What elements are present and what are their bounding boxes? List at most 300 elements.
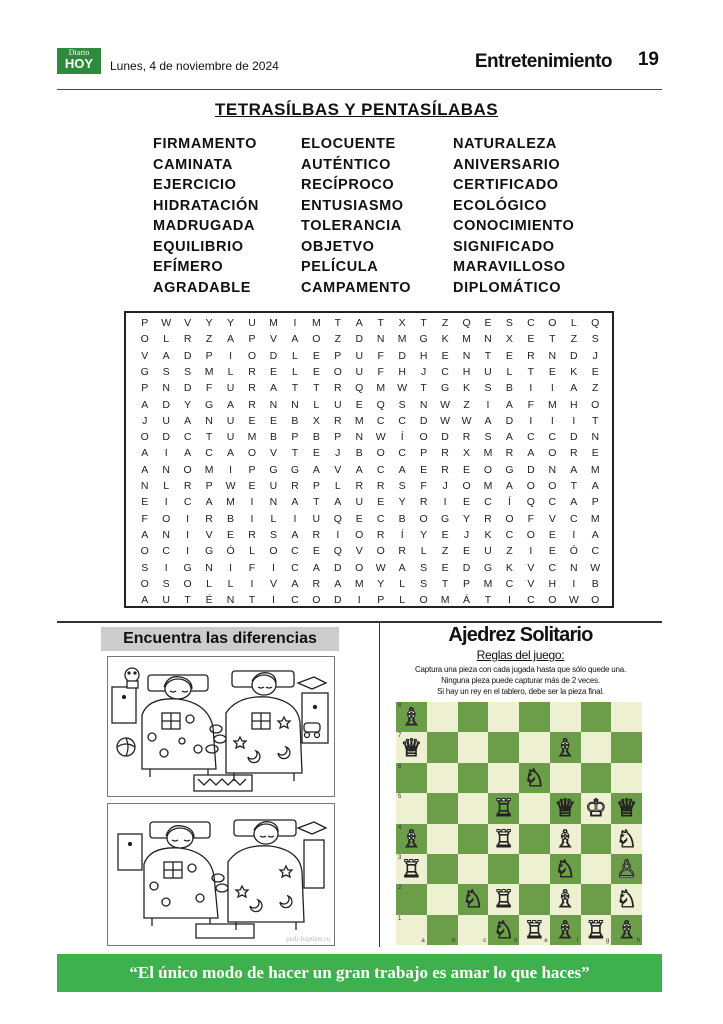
grid-letter: A <box>398 463 406 476</box>
grid-letter: S <box>484 431 492 444</box>
square-f7[interactable] <box>550 732 581 762</box>
grid-letter: V <box>269 577 277 590</box>
rook-icon[interactable]: ♖ <box>492 824 515 853</box>
rules-text <box>383 664 658 697</box>
grid-letter: E <box>441 349 449 362</box>
grid-letter: V <box>527 561 535 574</box>
logo-big-text: HOY <box>64 56 94 71</box>
grid-letter: A <box>505 398 513 411</box>
grid-letter: H <box>419 349 428 362</box>
grid-letter: C <box>527 431 535 444</box>
grid-letter: S <box>398 480 406 492</box>
grid-letter: V <box>269 447 277 460</box>
grid-letter: E <box>312 365 320 378</box>
king-icon[interactable]: ♔ <box>585 794 607 823</box>
grid-letter: L <box>334 480 341 492</box>
file-label: d <box>513 938 517 944</box>
grid-letter: G <box>205 545 214 558</box>
grid-letter: N <box>205 561 213 574</box>
square-b7[interactable] <box>427 732 458 762</box>
grid-letter: A <box>591 480 599 492</box>
grid-letter: Y <box>398 496 406 509</box>
grid-letter: E <box>227 528 235 541</box>
grid-letter: L <box>227 577 234 590</box>
grid-letter: H <box>398 365 406 378</box>
bishop-icon[interactable]: ♗ <box>400 703 423 732</box>
square-a7[interactable] <box>396 732 427 762</box>
grid-letter: A <box>334 496 342 509</box>
grid-letter: C <box>505 528 514 541</box>
grid-letter: O <box>419 512 428 525</box>
grid-row <box>134 511 606 527</box>
page-number: 19 <box>637 49 659 70</box>
square-h4[interactable] <box>611 824 642 854</box>
square-e7[interactable] <box>519 732 550 762</box>
rook-icon[interactable]: ♖ <box>492 885 515 914</box>
square-h5[interactable] <box>611 793 642 823</box>
grid-letter: Q <box>526 496 535 509</box>
grid-letter: W <box>225 480 236 492</box>
grid-letter: Í <box>400 431 404 444</box>
square-f5[interactable] <box>550 793 581 823</box>
grid-letter: W <box>461 414 472 427</box>
grid-letter: A <box>205 496 213 509</box>
square-c2[interactable] <box>458 884 489 914</box>
grid-letter: V <box>269 333 277 346</box>
queen-icon[interactable]: ♕ <box>615 794 638 823</box>
grid-letter: V <box>334 463 342 476</box>
image-credit: pedi-baptiste.ru <box>286 935 330 943</box>
grid-letter: J <box>592 349 598 362</box>
file-label: h <box>636 938 640 944</box>
grid-letter: R <box>441 447 449 460</box>
rule-line: Captura una pieza con cada jugada hasta que sólo quede una. <box>414 665 627 674</box>
bishop-icon[interactable]: ♗ <box>554 733 576 762</box>
grid-letter: T <box>377 317 384 329</box>
grid-letter: A <box>291 496 299 509</box>
grid-letter: C <box>548 496 557 509</box>
grid-letter: P <box>291 431 299 444</box>
grid-letter: I <box>572 577 576 590</box>
grid-row <box>134 560 606 576</box>
rook-icon[interactable]: ♖ <box>585 915 607 944</box>
grid-letter: O <box>140 545 149 558</box>
grid-letter: A <box>141 447 149 460</box>
grid-letter: N <box>376 333 385 346</box>
square-a5[interactable] <box>396 793 427 823</box>
square-f3[interactable] <box>550 854 581 884</box>
square-f6[interactable] <box>550 763 581 793</box>
grid-letter: X <box>312 414 320 427</box>
square-g6[interactable] <box>581 763 612 793</box>
grid-row <box>134 494 606 510</box>
grid-letter: A <box>484 414 492 427</box>
grid-letter: E <box>548 545 556 558</box>
grid-letter: N <box>548 463 557 476</box>
square-f4[interactable] <box>550 824 581 854</box>
rook-icon[interactable]: ♖ <box>492 794 515 823</box>
grid-letter: E <box>269 365 277 378</box>
square-c4[interactable] <box>458 824 489 854</box>
grid-letter: Z <box>205 333 213 346</box>
grid-letter: J <box>335 447 341 460</box>
knight-icon[interactable]: ♘ <box>615 885 638 914</box>
word-item: CAMINATA <box>153 156 233 173</box>
pawn-icon[interactable]: ♙ <box>615 855 638 884</box>
word-item: ELOCUENTE <box>301 136 396 152</box>
square-e1[interactable] <box>519 915 550 945</box>
grid-letter: M <box>590 512 600 525</box>
square-g1[interactable] <box>581 915 612 945</box>
grid-letter: N <box>291 398 299 411</box>
section-divider <box>57 621 662 623</box>
square-a4[interactable] <box>396 824 427 854</box>
grid-letter: C <box>183 431 192 444</box>
square-d2[interactable] <box>488 884 519 914</box>
grid-letter: P <box>377 594 385 607</box>
grid-letter: O <box>269 545 278 558</box>
bishop-icon[interactable]: ♗ <box>554 915 576 944</box>
square-g4[interactable] <box>581 824 612 854</box>
grid-letter: R <box>355 480 364 492</box>
grid-letter: R <box>376 528 385 541</box>
grid-letter: I <box>572 528 576 541</box>
grid-letter: L <box>399 594 406 607</box>
grid-letter: W <box>440 414 451 427</box>
grid-letter: E <box>377 496 385 509</box>
grid-row <box>134 348 606 364</box>
grid-letter: A <box>505 480 513 492</box>
square-f8[interactable] <box>550 702 581 732</box>
grid-letter: S <box>162 365 170 378</box>
grid-letter: C <box>291 594 299 607</box>
square-f2[interactable] <box>550 884 581 914</box>
square-h8[interactable] <box>611 702 642 732</box>
bishop-icon[interactable]: ♗ <box>554 885 576 914</box>
grid-letter: C <box>183 496 192 509</box>
grid-letter: A <box>312 561 320 574</box>
grid-letter: Z <box>441 317 449 329</box>
rank-label: 7 <box>398 733 402 740</box>
grid-letter: R <box>569 447 578 460</box>
grid-letter: I <box>550 382 554 395</box>
rook-icon[interactable]: ♖ <box>523 915 546 944</box>
grid-letter: C <box>548 561 557 574</box>
square-c8[interactable] <box>458 702 489 732</box>
grid-letter: R <box>312 528 321 541</box>
grid-letter: R <box>183 333 192 346</box>
knight-icon[interactable]: ♘ <box>492 915 515 944</box>
grid-letter: D <box>334 561 342 574</box>
grid-letter: O <box>162 512 171 525</box>
grid-letter: M <box>483 577 493 590</box>
rule-line: Ninguna pieza puede capturar más de 2 veces. <box>441 676 600 685</box>
square-e8[interactable] <box>519 702 550 732</box>
grid-letter: N <box>162 528 170 541</box>
square-g2[interactable] <box>581 884 612 914</box>
grid-row <box>134 364 606 380</box>
grid-letter: R <box>205 512 213 525</box>
grid-letter: L <box>506 365 513 378</box>
square-c5[interactable] <box>458 793 489 823</box>
grid-letter: W <box>440 398 451 411</box>
bishop-icon[interactable]: ♗ <box>554 824 576 853</box>
grid-letter: T <box>334 317 342 329</box>
file-label: e <box>544 938 548 944</box>
grid-letter: O <box>419 431 428 444</box>
square-d6[interactable] <box>488 763 519 793</box>
square-b5[interactable] <box>427 793 458 823</box>
grid-letter: F <box>377 365 384 378</box>
bishop-icon[interactable]: ♗ <box>400 824 423 853</box>
grid-letter: W <box>375 431 386 444</box>
grid-letter: S <box>398 398 406 411</box>
grid-letter: O <box>333 365 342 378</box>
square-c1[interactable] <box>458 915 489 945</box>
square-d3[interactable] <box>488 854 519 884</box>
grid-letter: O <box>312 594 321 607</box>
grid-letter: A <box>591 528 599 541</box>
grid-letter: T <box>441 577 449 590</box>
grid-letter: B <box>355 447 363 460</box>
grid-letter: I <box>271 561 275 574</box>
grid-letter: C <box>376 512 385 525</box>
grid-letter: O <box>462 480 471 492</box>
grid-letter: O <box>483 463 493 476</box>
grid-row <box>134 576 606 592</box>
grid-letter: I <box>529 545 533 558</box>
grid-letter: A <box>570 496 578 509</box>
grid-letter: E <box>548 528 556 541</box>
grid-letter: A <box>527 447 535 460</box>
grid-letter: O <box>419 594 428 607</box>
square-e4[interactable] <box>519 824 550 854</box>
square-h7[interactable] <box>611 732 642 762</box>
grid-row <box>134 315 606 331</box>
square-g8[interactable] <box>581 702 612 732</box>
grid-letter: J <box>463 528 470 541</box>
grid-letter: Ó <box>226 545 235 558</box>
grid-letter: U <box>355 349 364 362</box>
grid-letter: T <box>313 496 320 509</box>
square-f1[interactable] <box>550 915 581 945</box>
knight-icon[interactable]: ♘ <box>523 763 546 792</box>
grid-letter: E <box>312 349 320 362</box>
square-a1[interactable] <box>396 915 427 945</box>
grid-letter: I <box>529 414 533 427</box>
square-d4[interactable] <box>488 824 519 854</box>
grid-letter: M <box>354 414 364 427</box>
grid-letter: R <box>484 512 492 525</box>
section-name: Entretenimiento <box>474 51 612 72</box>
square-d7[interactable] <box>488 732 519 762</box>
grid-letter: F <box>420 480 427 492</box>
grid-letter: L <box>227 365 234 378</box>
grid-letter: I <box>293 317 297 329</box>
word-item: EJERCICIO <box>153 177 237 193</box>
grid-letter: I <box>293 512 297 525</box>
grid-letter: U <box>162 414 170 427</box>
grid-letter: E <box>463 463 471 476</box>
grid-letter: C <box>376 414 385 427</box>
grid-letter: Z <box>463 398 470 411</box>
grid-letter: Y <box>184 398 192 411</box>
grid-letter: A <box>334 577 342 590</box>
grid-letter: V <box>355 545 363 558</box>
square-a3[interactable] <box>396 854 427 884</box>
file-label: b <box>452 938 456 944</box>
square-h2[interactable] <box>611 884 642 914</box>
square-b8[interactable] <box>427 702 458 732</box>
grid-letter: R <box>419 496 428 509</box>
square-c6[interactable] <box>458 763 489 793</box>
queen-icon[interactable]: ♕ <box>554 794 576 823</box>
square-d1[interactable] <box>488 915 519 945</box>
square-e3[interactable] <box>519 854 550 884</box>
grid-letter: H <box>462 365 471 378</box>
grid-row <box>134 543 606 559</box>
grid-letter: E <box>248 414 256 427</box>
grid-letter: R <box>441 463 449 476</box>
grid-letter: E <box>441 561 449 574</box>
grid-letter: C <box>441 365 449 378</box>
grid-letter: N <box>462 349 471 362</box>
square-h6[interactable] <box>611 763 642 793</box>
square-g7[interactable] <box>581 732 612 762</box>
differences-image-bottom <box>107 803 335 946</box>
rank-label: 2 <box>398 885 402 892</box>
grid-letter: A <box>355 463 363 476</box>
grid-letter: M <box>226 496 235 509</box>
square-e5[interactable] <box>519 793 550 823</box>
grid-letter: N <box>140 480 149 492</box>
grid-row <box>134 592 606 608</box>
grid-letter: T <box>484 594 492 607</box>
word-item: SIGNIFICADO <box>453 238 555 255</box>
grid-letter: G <box>419 333 428 346</box>
grid-letter: E <box>548 365 556 378</box>
grid-letter: B <box>291 414 299 427</box>
grid-letter: O <box>140 333 149 346</box>
grid-letter: F <box>205 382 213 395</box>
grid-letter: D <box>462 561 471 574</box>
word-item: ECOLÓGICO <box>453 197 548 214</box>
square-g5[interactable] <box>581 793 612 823</box>
grid-letter: N <box>355 431 364 444</box>
grid-letter: P <box>591 496 599 509</box>
word-item: MADRUGADA <box>153 218 256 234</box>
grid-letter: L <box>399 577 406 590</box>
grid-letter: N <box>162 463 170 476</box>
grid-letter: E <box>591 365 599 378</box>
grid-letter: R <box>398 545 406 558</box>
square-h3[interactable] <box>611 854 642 884</box>
grid-letter: V <box>527 577 535 590</box>
grid-letter: B <box>505 382 513 395</box>
grid-letter: K <box>463 382 471 395</box>
grid-letter: N <box>419 398 428 411</box>
square-e6[interactable] <box>519 763 550 793</box>
square-b3[interactable] <box>427 854 458 884</box>
grid-letter: N <box>569 561 578 574</box>
grid-letter: S <box>505 317 513 329</box>
knight-icon[interactable]: ♘ <box>615 824 638 853</box>
queen-icon[interactable]: ♕ <box>400 733 423 762</box>
grid-letter: I <box>529 382 533 395</box>
square-a8[interactable] <box>396 702 427 732</box>
grid-letter: D <box>334 594 342 607</box>
grid-letter: A <box>291 528 299 541</box>
grid-letter: U <box>226 414 235 427</box>
grid-letter: U <box>226 431 235 444</box>
square-d8[interactable] <box>488 702 519 732</box>
quote-banner: “El único modo de hacer un gran trabajo es amar lo que haces” <box>57 954 662 992</box>
grid-letter: P <box>205 480 213 492</box>
grid-letter: O <box>355 528 364 541</box>
word-item: CERTIFICADO <box>453 177 559 193</box>
grid-letter: I <box>164 447 168 460</box>
square-a2[interactable] <box>396 884 427 914</box>
grid-letter: P <box>141 382 149 395</box>
grid-letter: N <box>162 382 170 395</box>
grid-letter: K <box>505 561 513 574</box>
grid-letter: O <box>355 561 364 574</box>
grid-letter: G <box>505 463 514 476</box>
square-b2[interactable] <box>427 884 458 914</box>
grid-letter: X <box>398 317 406 329</box>
grid-letter: U <box>484 545 492 558</box>
grid-letter: O <box>247 349 257 362</box>
square-e2[interactable] <box>519 884 550 914</box>
square-d5[interactable] <box>488 793 519 823</box>
grid-letter: M <box>440 594 450 607</box>
grid-letter: D <box>569 431 578 444</box>
grid-letter: D <box>398 349 406 362</box>
word-column-1 <box>153 134 259 298</box>
square-h1[interactable] <box>611 915 642 945</box>
knight-icon[interactable]: ♘ <box>462 885 484 914</box>
rook-icon[interactable]: ♖ <box>400 855 423 884</box>
square-b6[interactable] <box>427 763 458 793</box>
grid-row <box>134 429 606 445</box>
grid-letter: H <box>548 577 557 590</box>
grid-letter: C <box>162 545 170 558</box>
bishop-icon[interactable]: ♗ <box>615 915 638 944</box>
square-a6[interactable] <box>396 763 427 793</box>
grid-row <box>134 445 606 461</box>
grid-letter: R <box>462 431 471 444</box>
grid-letter: U <box>162 594 170 607</box>
square-c3[interactable] <box>458 854 489 884</box>
grid-letter: F <box>527 398 535 411</box>
grid-row <box>134 478 606 494</box>
grid-letter: E <box>527 333 535 346</box>
grid-letter: R <box>334 414 342 427</box>
grid-letter: E <box>463 496 471 509</box>
word-item: NATURALEZA <box>453 136 557 152</box>
word-list <box>153 134 623 299</box>
square-b4[interactable] <box>427 824 458 854</box>
square-g3[interactable] <box>581 854 612 884</box>
square-c7[interactable] <box>458 732 489 762</box>
knight-icon[interactable]: ♘ <box>554 855 576 884</box>
grid-letter: A <box>141 463 149 476</box>
grid-letter: G <box>440 382 450 395</box>
grid-letter: O <box>526 528 535 541</box>
grid-letter: R <box>291 480 299 492</box>
grid-letter: P <box>205 349 213 362</box>
square-b1[interactable] <box>427 915 458 945</box>
